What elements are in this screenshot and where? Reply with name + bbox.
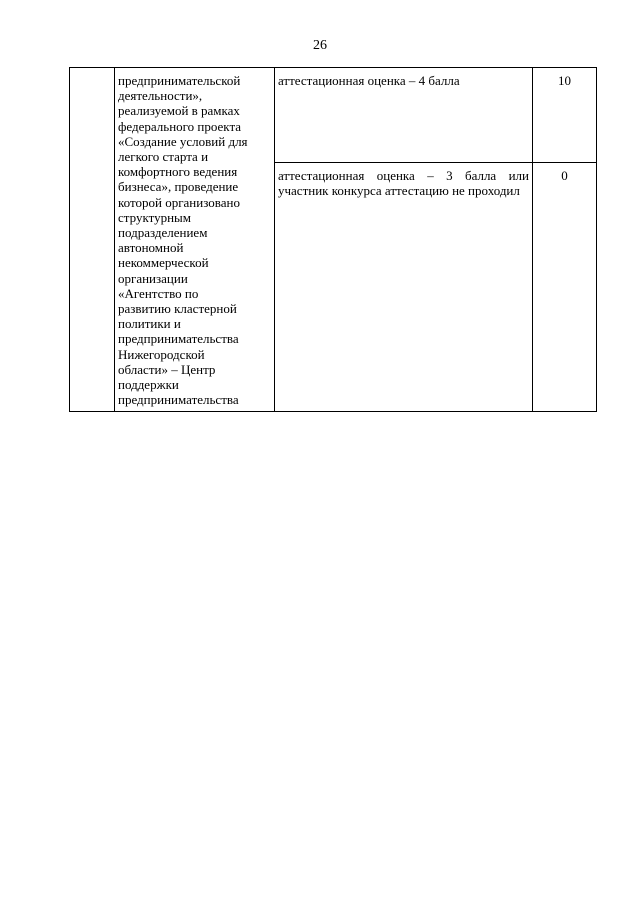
score-cell: 10: [533, 68, 597, 163]
description-line: реализуемой в рамках: [118, 103, 240, 119]
description-line: бизнеса», проведение: [118, 179, 239, 195]
description-line: которой организовано: [118, 194, 240, 210]
description-line: области» – Центр: [118, 361, 216, 377]
description-cell: [115, 68, 275, 412]
description-line: «Создание условий для: [118, 133, 248, 149]
description-line: политики и: [118, 316, 181, 332]
criterion-cell: аттестационная оценка – 3 балла или участник конкурса аттестацию не проходил: [275, 163, 533, 412]
description-line: организации: [118, 270, 188, 286]
description-line: деятельности»,: [118, 88, 203, 104]
description-line: «Агентство по: [118, 285, 199, 301]
criteria-table: [69, 67, 597, 412]
description-line: подразделением: [118, 225, 208, 241]
description-line: предпринимательства: [118, 392, 239, 408]
description-line: структурным: [118, 209, 192, 225]
description-line: некоммерческой: [118, 255, 209, 271]
page-number: 26: [313, 38, 327, 53]
description-line: легкого старта и: [118, 149, 209, 165]
description-line: поддержки: [118, 377, 179, 393]
empty-cell: [70, 68, 115, 412]
description-line: развитию кластерной: [118, 301, 237, 317]
description-line: Нижегородской: [118, 346, 205, 362]
criterion-cell: аттестационная оценка – 4 балла: [275, 68, 533, 163]
score-cell: 0: [533, 163, 597, 412]
description-line: комфортного ведения: [118, 164, 238, 180]
description-line: предпринимательства: [118, 331, 239, 347]
description-line: федерального проекта: [118, 118, 242, 134]
description-line: предпринимательской: [118, 73, 241, 88]
description-line: автономной: [118, 240, 184, 256]
table-row: [70, 68, 597, 163]
